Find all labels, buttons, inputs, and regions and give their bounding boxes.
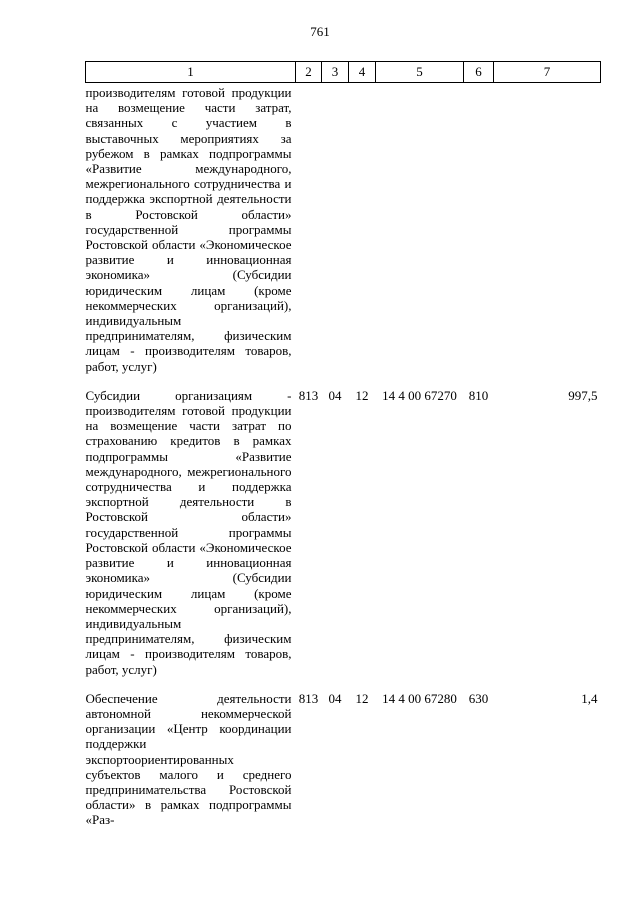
page-number: 761 [310,24,330,39]
row-description: Обеспечение деятельности автономной некоммерческой организации «Центр координации поддержки экспортоориентированных субъектов малого и среднего предпринимательства Ростовской области» в рамках подпрограммы «Раз- [85,690,292,828]
column-header-3: 3 [322,62,349,83]
row-ministry [296,83,322,374]
row-target-article: 14 4 00 67270 [382,387,457,403]
row-description: Субсидии организациям - производителям готовой продукции на возмещение части затрат по страхованию кредитов в рамках подпрограммы «Развитие международного, межрегионального сотрудничества и поддержка экспортной деятельности в Ростовской области» государственной программы Ростовской области «Экономическое развитие и инновационная экономика» (Субсидии юридическим лицам (кроме некоммерческих организаций), индивидуальным предпринимателям, физическим лицам - производителям товаров, работ, услуг) [85,387,292,677]
column-header-6: 6 [464,62,494,83]
budget-table [85,61,601,828]
row-subsection: 12 [355,387,369,403]
row-expense-type: 810 [468,387,489,403]
row-ministry: 813 [298,690,319,706]
row-section: 04 [328,387,342,403]
column-header-2: 2 [296,62,322,83]
table-row [86,83,601,374]
column-header-4: 4 [349,62,376,83]
table-row [86,677,601,828]
row-subsection: 12 [355,690,369,706]
row-subsection [349,83,376,374]
row-section [322,83,349,374]
row-expense-type: 630 [468,690,489,706]
row-target-article: 14 4 00 67280 [382,690,457,706]
row-description: производителям готовой продукции на возмещение части затрат, связанных с участием в выставочных мероприятиях за рубежом в рамках подпрограммы «Развитие международного, межрегионального сотрудничества и поддержка экспортной деятельности в Ростовской области» государственной программы Ростовской области «Экономическое развитие и инновационная экономика» (Субсидии юридическим лицам (кроме некоммерческих организаций), индивидуальным предпринимателям, физическим лицам - производителям товаров, работ, услуг) [85,85,292,374]
row-expense-type [464,83,494,374]
column-header-7: 7 [494,62,601,83]
table-header-row [86,62,601,83]
table-row [86,374,601,677]
row-ministry: 813 [298,387,319,403]
row-section: 04 [328,690,342,706]
row-amount: 1,4 [581,690,598,706]
column-header-5: 5 [376,62,464,83]
column-header-1: 1 [86,62,296,83]
row-amount [494,83,601,374]
row-target-article [376,83,464,374]
row-amount: 997,5 [568,387,598,403]
